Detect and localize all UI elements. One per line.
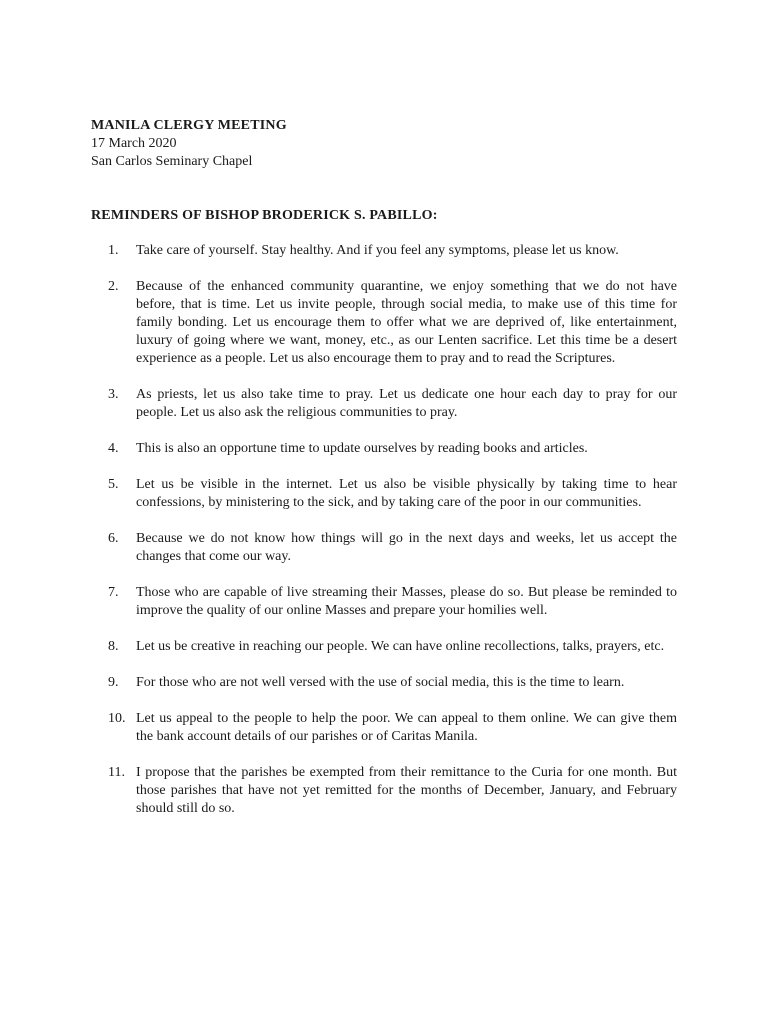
list-item (91, 638, 677, 656)
item-number: 5. (108, 477, 119, 492)
item-text: Those who are capable of live streaming their Masses, please do so. But please be reminded to improve the quality of our online Masses and prepare your homilies well. (136, 585, 677, 618)
item-text: I propose that the parishes be exempted from their remittance to the Curia for one month. But those parishes that have not yet remitted for the months of December, January, and February should still do so. (136, 765, 677, 816)
meeting-title: MANILA CLERGY MEETING (91, 118, 287, 133)
item-number: 8. (108, 639, 119, 654)
item-number: 7. (108, 585, 119, 600)
item-number: 2. (108, 279, 119, 294)
list-item (91, 584, 677, 620)
item-text: For those who are not well versed with the use of social media, this is the time to learn. (136, 675, 625, 690)
item-number: 9. (108, 675, 119, 690)
item-text: This is also an opportune time to update ourselves by reading books and articles. (136, 441, 588, 456)
meeting-date: 17 March 2020 (91, 136, 177, 151)
document-header (91, 117, 287, 171)
item-number: 11. (108, 765, 125, 780)
reminders-heading: REMINDERS OF BISHOP BRODERICK S. PABILLO: (91, 208, 438, 223)
item-text: Take care of yourself. Stay healthy. And if you feel any symptoms, please let us know. (136, 243, 619, 258)
list-item (91, 764, 677, 818)
item-text: Let us be visible in the internet. Let us also be visible physically by taking time to hear confessions, by ministering to the sick, and by taking care of the poor in our communities. (136, 477, 677, 510)
item-text: As priests, let us also take time to pray. Let us dedicate one hour each day to pray for our people. Let us also ask the religious communities to pray. (136, 387, 677, 420)
list-item (91, 674, 677, 692)
list-item (91, 530, 677, 566)
list-item (91, 476, 677, 512)
item-number: 6. (108, 531, 119, 546)
item-number: 4. (108, 441, 119, 456)
item-number: 10. (108, 711, 126, 726)
item-number: 1. (108, 243, 119, 258)
item-number: 3. (108, 387, 119, 402)
list-item (91, 242, 677, 260)
reminders-list (91, 242, 677, 836)
list-item (91, 386, 677, 422)
item-text: Let us be creative in reaching our people. We can have online recollections, talks, prayers, etc. (136, 639, 665, 654)
item-text: Because of the enhanced community quarantine, we enjoy something that we do not have before, that is time. Let us invite people, through social media, to make use of this time for family bonding. Let us encourage them to offer what we are deprived of, like entertainment, luxury of going where we want, money, etc., as our Lenten sacrifice. Let this time be a desert experience as a people. Let us also encourage them to pray and to read the Scriptures. (136, 279, 677, 366)
list-item (91, 710, 677, 746)
item-text: Because we do not know how things will go in the next days and weeks, let us accept the changes that come our way. (136, 531, 677, 564)
list-item (91, 440, 677, 458)
meeting-location: San Carlos Seminary Chapel (91, 154, 253, 169)
list-item (91, 278, 677, 368)
item-text: Let us appeal to the people to help the poor. We can appeal to them online. We can give them the bank account details of our parishes or of Caritas Manila. (136, 711, 677, 744)
